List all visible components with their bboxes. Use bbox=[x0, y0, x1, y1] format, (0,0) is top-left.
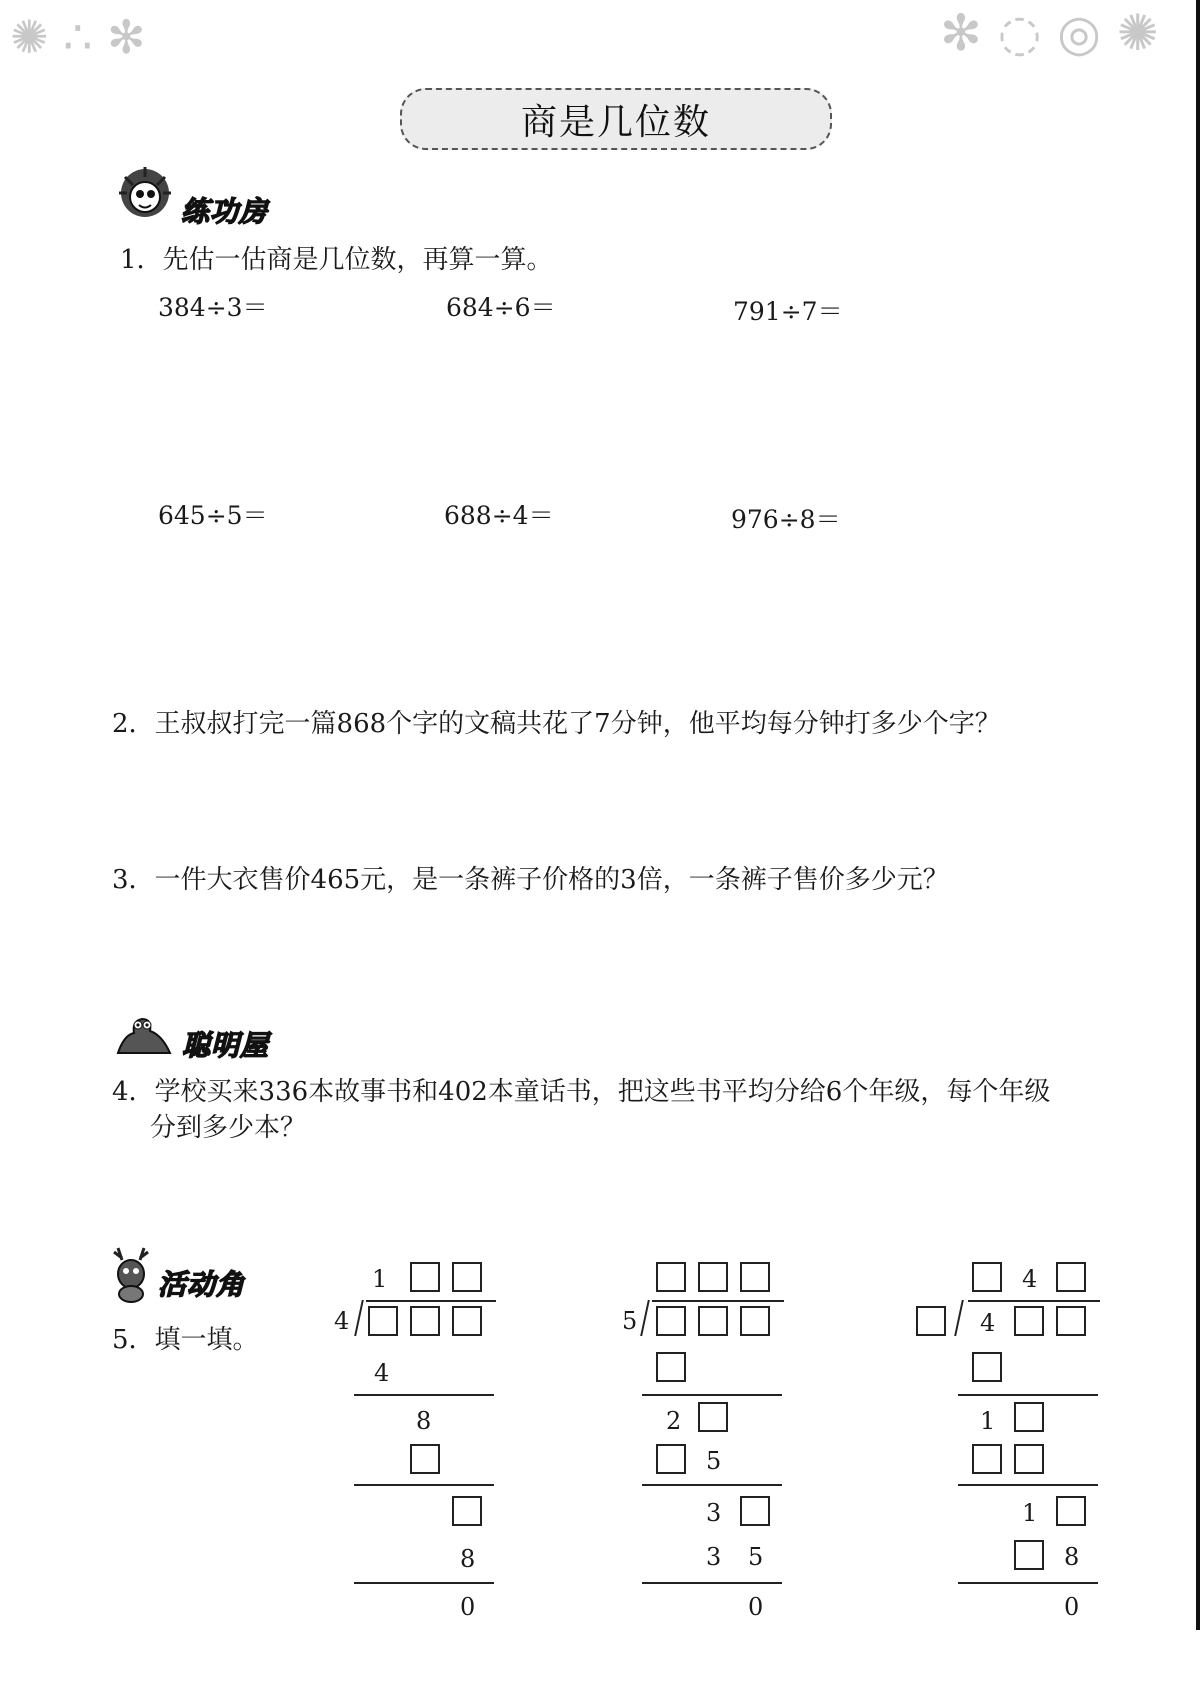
corner-decoration-left: ✺ ∴ ✻ bbox=[10, 10, 146, 64]
dinosaur-mascot-icon bbox=[110, 1013, 176, 1061]
section-label-activity: 活动角 bbox=[158, 1268, 246, 1301]
p3-dividend-box-2[interactable] bbox=[1014, 1306, 1044, 1336]
division-puzzle-2 bbox=[618, 1250, 818, 1670]
p1-dividend-box-2[interactable] bbox=[410, 1306, 440, 1336]
p2-step2b-digit: 5 bbox=[706, 1447, 722, 1475]
p2-quotient-box-3[interactable] bbox=[740, 1262, 770, 1292]
question-2-text: 2．王叔叔打完一篇868个字的文稿共花了7分钟，他平均每分钟打多少个字？ bbox=[112, 709, 1001, 739]
p1-quotient-box-2[interactable] bbox=[452, 1262, 482, 1292]
p1-quotient-box-1[interactable] bbox=[410, 1262, 440, 1292]
p1-dividend-box-3[interactable] bbox=[452, 1306, 482, 1336]
p1-step2: 8 bbox=[416, 1407, 432, 1435]
p2-quotient-box-2[interactable] bbox=[698, 1262, 728, 1292]
p1-step3: 8 bbox=[460, 1545, 476, 1573]
p2-dividend-box-1[interactable] bbox=[656, 1306, 686, 1336]
p3-dividend-digit: 4 bbox=[980, 1309, 996, 1337]
section-label-practice: 练功房 bbox=[181, 195, 269, 228]
question-3-text: 3．一件大衣售价465元，是一条裤子价格的3倍，一条裤子售价多少元？ bbox=[112, 865, 949, 895]
p3-step4-digit: 8 bbox=[1064, 1543, 1080, 1571]
section-practice bbox=[115, 162, 268, 230]
p1-step2-box[interactable] bbox=[410, 1444, 440, 1474]
binding-edge-line bbox=[1196, 0, 1200, 1630]
corner-decoration-right: ✻ ◌ ◎ ✺ bbox=[940, 4, 1159, 62]
p2-step3-digit: 3 bbox=[706, 1499, 722, 1527]
p1-quotient-digit: 1 bbox=[372, 1265, 388, 1293]
expr-3: 791÷7＝ bbox=[733, 297, 843, 326]
p2-step2-box[interactable] bbox=[698, 1402, 728, 1432]
question-4-line1: 4．学校买来336本故事书和402本童话书，把这些书平均分给6个年级，每个年级 bbox=[112, 1077, 1051, 1107]
p2-remainder: 0 bbox=[748, 1593, 764, 1621]
p2-step2-digit: 2 bbox=[666, 1407, 682, 1435]
expr-6: 976÷8＝ bbox=[731, 505, 841, 534]
p1-divisor: 4 bbox=[334, 1307, 350, 1335]
p2-step4b: 5 bbox=[748, 1543, 764, 1571]
expr-1: 384÷3＝ bbox=[158, 293, 268, 322]
division-puzzle-3 bbox=[912, 1250, 1112, 1670]
p3-step2-box[interactable] bbox=[1014, 1402, 1044, 1432]
p2-divisor: 5 bbox=[622, 1307, 638, 1335]
p3-step3-box[interactable] bbox=[1056, 1496, 1086, 1526]
page-title: 商是几位数 bbox=[400, 88, 832, 150]
p2-quotient-box-1[interactable] bbox=[656, 1262, 686, 1292]
section-smart bbox=[110, 1010, 269, 1064]
p3-step2b-box-1[interactable] bbox=[972, 1444, 1002, 1474]
section-label-smart: 聪明屋 bbox=[182, 1029, 270, 1062]
division-puzzle-1 bbox=[330, 1250, 530, 1670]
p2-step4a: 3 bbox=[706, 1543, 722, 1571]
p1-remainder: 0 bbox=[460, 1593, 476, 1621]
p2-dividend-box-2[interactable] bbox=[698, 1306, 728, 1336]
question-4-line2: 分到多少本？ bbox=[150, 1113, 307, 1143]
hedgehog-mascot-icon bbox=[115, 163, 175, 229]
question-1-text: 1．先估一估商是几位数，再算一算。 bbox=[120, 245, 553, 275]
p1-dividend-box-1[interactable] bbox=[368, 1306, 398, 1336]
p3-remainder: 0 bbox=[1064, 1593, 1080, 1621]
expr-5: 688÷4＝ bbox=[444, 501, 554, 530]
p2-step2b-box[interactable] bbox=[656, 1444, 686, 1474]
p3-step2b-box-2[interactable] bbox=[1014, 1444, 1044, 1474]
p3-dividend-box-3[interactable] bbox=[1056, 1306, 1086, 1336]
p2-dividend-box-3[interactable] bbox=[740, 1306, 770, 1336]
p3-step3-digit: 1 bbox=[1022, 1499, 1038, 1527]
p2-step3-box[interactable] bbox=[740, 1496, 770, 1526]
p3-divisor-box[interactable] bbox=[916, 1306, 946, 1336]
p3-step2-digit: 1 bbox=[980, 1407, 996, 1435]
section-activity bbox=[108, 1244, 245, 1304]
p3-step1-box[interactable] bbox=[972, 1352, 1002, 1382]
p1-step1: 4 bbox=[374, 1359, 390, 1387]
question-5-text: 5．填一填。 bbox=[112, 1325, 259, 1355]
p3-quotient-box-3[interactable] bbox=[1056, 1262, 1086, 1292]
expr-4: 645÷5＝ bbox=[158, 501, 268, 530]
p3-quotient-digit: 4 bbox=[1022, 1265, 1038, 1293]
p1-step3-box[interactable] bbox=[452, 1496, 482, 1526]
p2-step1-box[interactable] bbox=[656, 1352, 686, 1382]
p3-step4-box[interactable] bbox=[1014, 1540, 1044, 1570]
expr-2: 684÷6＝ bbox=[446, 293, 556, 322]
p3-quotient-box-1[interactable] bbox=[972, 1262, 1002, 1292]
reindeer-mascot-icon bbox=[108, 1244, 154, 1304]
